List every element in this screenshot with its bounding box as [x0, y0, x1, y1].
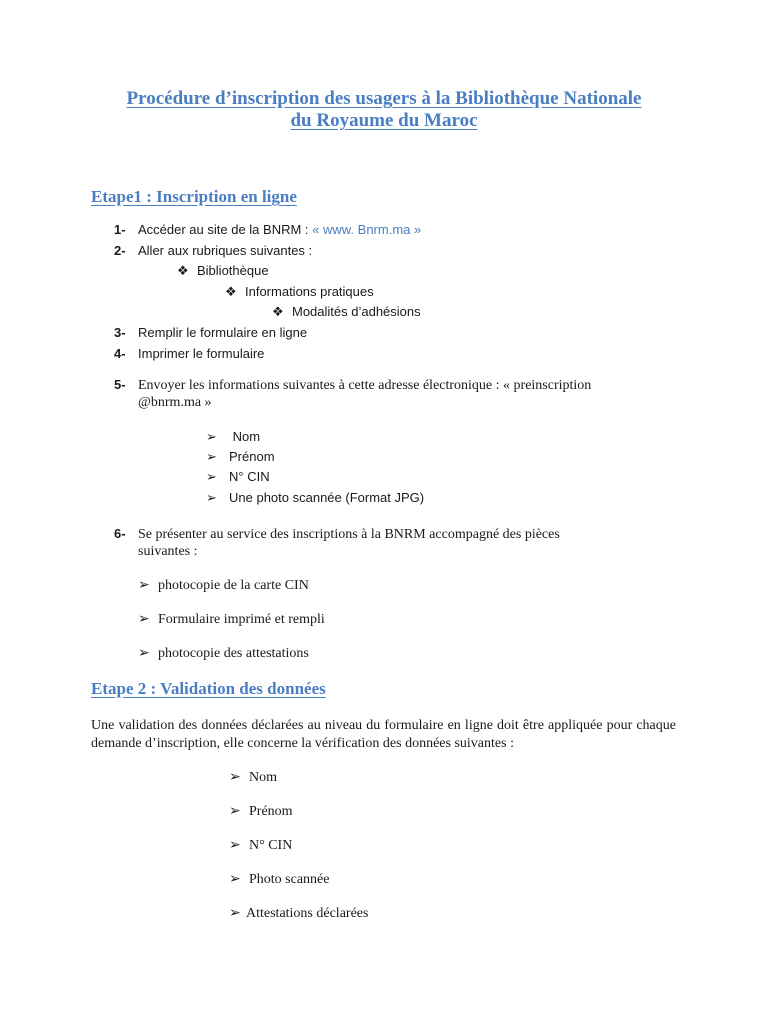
arrow-bullet-icon: ➢ [138, 612, 150, 627]
piece-label: photocopie de la carte CIN [158, 578, 309, 593]
step-3-number: 3- [114, 325, 126, 340]
info-label: Nom [229, 429, 261, 444]
document-title-line2: du Royaume du Maroc [290, 110, 478, 131]
step-4-text: Imprimer le formulaire [138, 346, 265, 361]
info-item [206, 490, 424, 506]
rubrique-item [225, 284, 374, 300]
step-4-number: 4- [114, 346, 126, 361]
step-3-text: Remplir le formulaire en ligne [138, 325, 308, 340]
step-6-text-line1: Se présenter au service des inscriptions à la BNRM accompagné des pièces [138, 527, 560, 542]
arrow-bullet-icon: ➢ [229, 838, 241, 853]
diamond-bullet-icon: ❖ [225, 284, 237, 299]
step-1 [114, 222, 421, 237]
arrow-bullet-icon: ➢ [138, 646, 150, 661]
piece-item [138, 611, 325, 628]
arrow-bullet-icon: ➢ [138, 578, 150, 593]
step-2-number: 2- [114, 243, 126, 258]
step-2 [114, 243, 312, 258]
donnee-label: Photo scannée [249, 872, 330, 887]
rubrique-label: Bibliothèque [197, 263, 269, 278]
arrow-bullet-icon: ➢ [229, 872, 241, 887]
rubrique-label: Informations pratiques [245, 284, 374, 299]
step-2-text: Aller aux rubriques suivantes : [138, 243, 313, 258]
etape2-heading: Etape 2 : Validation des données [91, 679, 326, 698]
donnee-item [229, 769, 277, 786]
etape1-heading: Etape1 : Inscription en ligne [91, 187, 297, 206]
arrow-bullet-icon: ➢ [206, 429, 217, 444]
piece-label: photocopie des attestations [158, 646, 309, 661]
arrow-bullet-icon: ➢ [206, 449, 217, 464]
step-5 [114, 377, 591, 394]
rubrique-item [177, 263, 269, 279]
donnee-label: Prénom [249, 804, 293, 819]
step-4 [114, 346, 264, 361]
rubrique-label: Modalités d’adhésions [292, 304, 421, 319]
info-label: Une photo scannée (Format JPG) [229, 490, 425, 505]
arrow-bullet-icon: ➢ [206, 490, 217, 505]
arrow-bullet-icon: ➢ [206, 469, 217, 484]
step-6-text-line2: suivantes : [138, 544, 198, 559]
donnee-label: N° CIN [249, 838, 293, 853]
info-item [206, 429, 260, 445]
piece-item [138, 577, 309, 594]
step-5-number: 5- [114, 377, 126, 392]
step-3 [114, 325, 307, 340]
step-5-text-line2: @bnrm.ma » [138, 395, 212, 410]
donnee-item [229, 871, 329, 888]
donnee-item [229, 905, 368, 922]
arrow-bullet-icon: ➢ [229, 770, 241, 785]
piece-label: Formulaire imprimé et rempli [158, 612, 325, 627]
bnrm-website-link[interactable]: « www. Bnrm.ma » [312, 222, 422, 237]
info-label: N° CIN [229, 469, 270, 484]
rubrique-item [272, 304, 421, 320]
diamond-bullet-icon: ❖ [272, 304, 284, 319]
info-item [206, 469, 270, 485]
piece-item [138, 645, 309, 662]
document-title-line1: Procédure d’inscription des usagers à la Bibliothèque Nationale [126, 88, 642, 109]
donnee-label: Attestations déclarées [246, 906, 369, 921]
step-6-number: 6- [114, 526, 126, 541]
diamond-bullet-icon: ❖ [177, 263, 189, 278]
step-6 [114, 526, 560, 543]
donnee-item [229, 837, 292, 854]
info-item [206, 449, 275, 465]
step-1-text: Accéder au site de la BNRM : [138, 222, 313, 237]
donnee-item [229, 803, 293, 820]
step-5-text-line1: Envoyer les informations suivantes à cette adresse électronique : « preinscription [138, 378, 592, 393]
validation-paragraph: Une validation des données déclarées au niveau du formulaire en ligne doit être appliquée pour chaque demande d’inscription, elle concerne la vérification des données suivantes : [91, 718, 676, 751]
step-1-number: 1- [114, 222, 126, 237]
donnee-label: Nom [249, 770, 277, 785]
arrow-bullet-icon: ➢ [229, 804, 241, 819]
arrow-bullet-icon: ➢ [229, 906, 241, 921]
info-label: Prénom [229, 449, 275, 464]
